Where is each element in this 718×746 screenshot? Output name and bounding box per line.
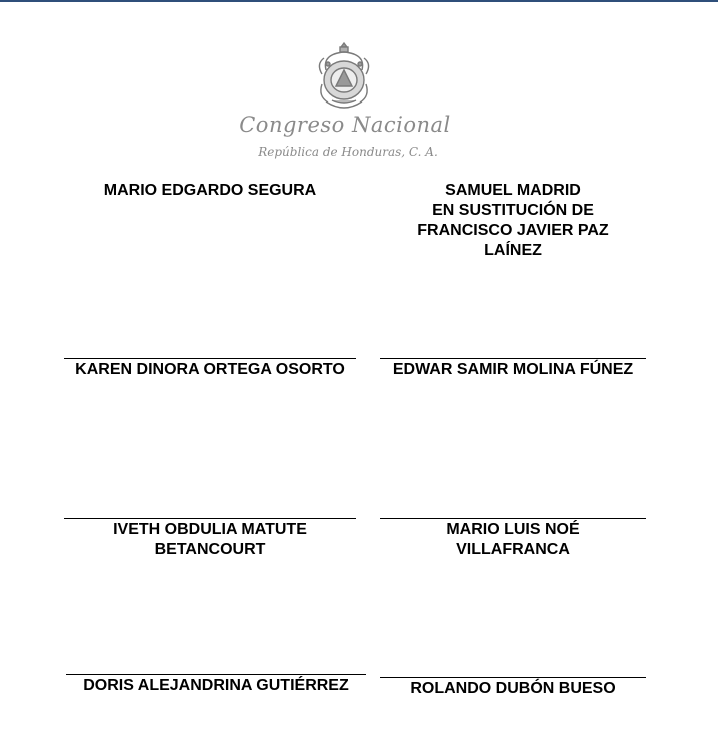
top-rule <box>0 0 718 2</box>
signatory-name: MARIO EDGARDO SEGURA <box>103 182 317 199</box>
signatory-name: DORIS ALEJANDRINA GUTIÉRREZ <box>83 677 349 694</box>
coat-of-arms-seal-icon <box>312 40 376 116</box>
signature-line <box>64 358 356 359</box>
signatory-name: KAREN DINORA ORTEGA OSORTO <box>75 361 345 378</box>
brand-name: Congreso Nacional <box>239 113 451 137</box>
signatory-name: IVETH OBDULIA MATUTE BETANCOURT <box>113 521 307 558</box>
signatory-name: SAMUEL MADRID EN SUSTITUCIÓN DE FRANCISCO JAVIER PAZ LAÍNEZ <box>417 182 609 259</box>
signatory-name: MARIO LUIS NOÉ VILLAFRANCA <box>446 521 580 558</box>
signatory-name: ROLANDO DUBÓN BUESO <box>410 680 616 697</box>
signature-line <box>380 677 646 678</box>
brand-subtitle: República de Honduras, C. A. <box>258 145 438 159</box>
signatory-name: EDWAR SAMIR MOLINA FÚNEZ <box>392 361 634 378</box>
signature-line <box>380 358 646 359</box>
signature-line <box>64 518 356 519</box>
signature-line <box>66 674 366 675</box>
signature-line <box>380 518 646 519</box>
